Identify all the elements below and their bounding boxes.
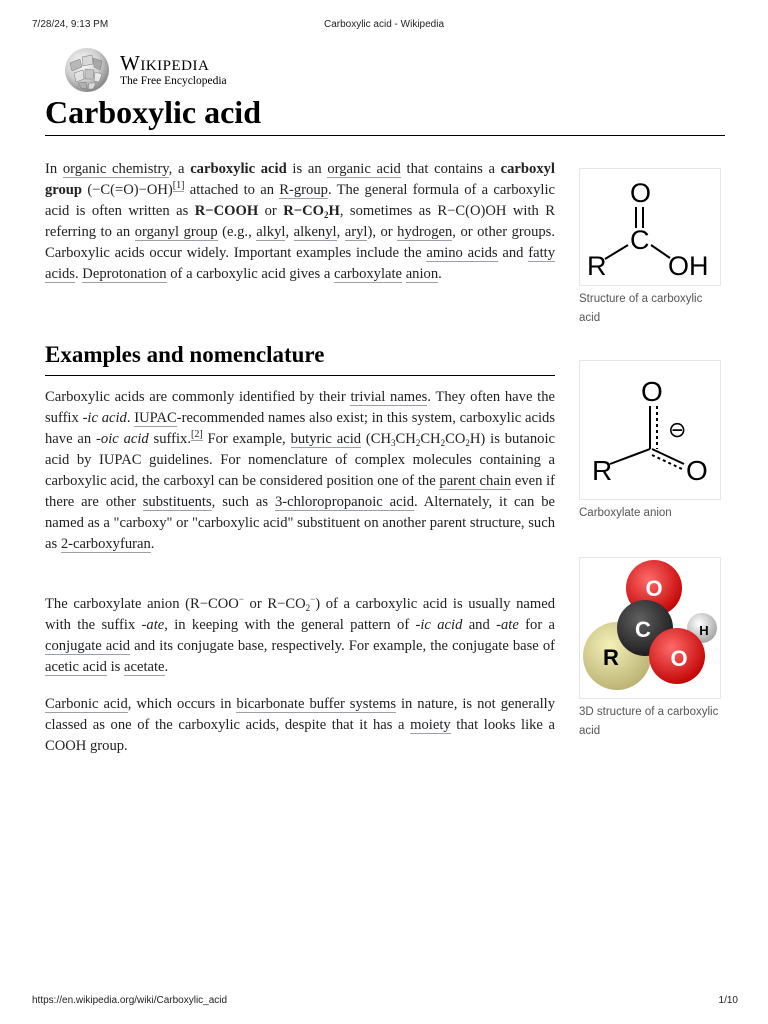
atom-label: O (670, 646, 688, 671)
text: , which occurs in (127, 696, 237, 712)
link-hydrogen[interactable]: hydrogen (397, 224, 453, 240)
text: (−C(=O)−OH) (82, 182, 173, 198)
atom-label: OH (668, 251, 709, 281)
link-moiety[interactable]: moiety (410, 717, 451, 733)
figure-3d-structure (579, 557, 721, 741)
atom-label: H (699, 623, 709, 638)
bold-formula: R−COOH (194, 203, 259, 219)
carboxylic-acid-structure-diagram (580, 169, 722, 285)
carboxylate-paragraph (45, 594, 555, 678)
text: . (75, 266, 83, 282)
superscript: − (238, 594, 244, 604)
text: , in keeping with the general pattern of (164, 617, 416, 633)
reference-link[interactable]: [2] (190, 429, 203, 440)
atom-label: C (635, 617, 651, 642)
text: . (164, 659, 169, 675)
link-iupac[interactable]: IUPAC (134, 410, 177, 426)
logo-tagline: The Free Encyclopedia (120, 75, 227, 87)
text: , such as (211, 494, 275, 510)
atom-label: R (592, 455, 613, 486)
subscript: 3 (391, 438, 396, 448)
figure-image[interactable] (579, 557, 721, 699)
bold-term: carboxyl group (45, 161, 555, 198)
text: -recommended names also exist; in this system, carboxylic acids have an (45, 410, 556, 447)
print-datetime: 7/28/24, 9:13 PM (32, 19, 109, 30)
text: , or other groups. Carboxylic acids occur widely. Important examples include the (45, 224, 555, 261)
figure-carboxylate-anion (579, 360, 721, 523)
text: . (150, 536, 155, 552)
carbonic-acid-paragraph (45, 694, 555, 757)
link-organic-acid[interactable]: organic acid (327, 161, 401, 177)
italic-suffix: -oic acid (96, 431, 149, 447)
text: (e.g., (217, 224, 257, 240)
link-organic-chemistry[interactable]: organic chemistry (62, 161, 169, 177)
text: Carboxylic acids are commonly identified by their (45, 389, 351, 405)
print-page-count: 1/10 (718, 995, 738, 1006)
atom-label: O (686, 455, 708, 486)
text: R−CO (283, 203, 324, 219)
page-title: Carboxylic acid (45, 92, 725, 136)
section-heading-examples: Examples and nomenclature (45, 340, 555, 376)
bold-term: carboxylic acid (190, 161, 287, 177)
figure-caption: 3D structure of a carboxylic acid (579, 706, 719, 737)
print-page-title: Carboxylic acid - Wikipedia (323, 19, 445, 30)
link-alkyl[interactable]: alkyl (256, 224, 286, 240)
reference-link[interactable]: [1] (172, 180, 185, 191)
text: (CH (361, 431, 392, 447)
text: and (462, 617, 497, 633)
text: for a (518, 617, 555, 633)
text: , (285, 224, 294, 240)
wikipedia-logo[interactable] (62, 45, 242, 95)
figure-caption: Structure of a carboxylic acid (579, 293, 703, 324)
atom-label: R (603, 645, 619, 670)
subscript: 2 (305, 603, 311, 613)
text: . Alternately, it can be named as a "carboxy" or "carboxylic acid" substituent on another parent structure, such as (45, 494, 555, 552)
superscript: − (310, 594, 316, 604)
print-footer (0, 995, 768, 1009)
logo-wordmark: Wikipedia (120, 51, 210, 75)
text: that contains a (400, 161, 501, 177)
text: H) is butanoic acid by IUPAC guidelines. For nomenclature of complex molecules containing a carboxylic acid, the carboxyl can be considered position one of the (45, 431, 555, 489)
text: ) of a carboxylic acid is usually named with the suffix (45, 596, 555, 633)
text: in nature, is not generally classed as one of the carboxylic acids, despite that it has a (45, 696, 555, 733)
link-carboxylate[interactable]: carboxylate (333, 266, 403, 282)
text: , sometimes as R−C(O)OH with R referring to an (45, 203, 555, 240)
text: is (106, 659, 125, 675)
text: ), or (367, 224, 398, 240)
text: The carboxylate anion (R−COO (45, 596, 239, 612)
text: , (336, 224, 345, 240)
text: suffix. (148, 431, 191, 447)
link-amino-acids[interactable]: amino acids (426, 245, 498, 261)
text: H (328, 203, 340, 219)
examples-paragraph (45, 387, 555, 555)
intro-paragraph (45, 159, 555, 285)
link-deprotonation[interactable]: Deprotonation (82, 266, 167, 282)
italic-suffix: -ic acid (82, 410, 127, 426)
text: CH (420, 431, 441, 447)
italic-suffix: -ic acid (415, 617, 463, 633)
link-trivial-names[interactable]: trivial names (350, 389, 428, 405)
text: . (438, 266, 442, 282)
link-2-carboxyfuran[interactable]: 2-carboxyfuran (60, 536, 151, 552)
link-bicarbonate-buffer-systems[interactable]: bicarbonate buffer systems (236, 696, 397, 712)
figure-image[interactable] (579, 360, 721, 500)
subscript: 2 (440, 438, 446, 448)
text: and its conjugate base, respectively. For example, the conjugate base of (130, 638, 555, 654)
link-conjugate-acid[interactable]: conjugate acid (45, 638, 131, 654)
text: and (497, 245, 529, 261)
atom-label: C (630, 225, 650, 255)
text: CH (395, 431, 416, 447)
italic-suffix: -ate (141, 617, 165, 633)
text: or (258, 203, 284, 219)
text: . They often have the suffix (45, 389, 555, 426)
figure-caption: Carboxylate anion (579, 507, 672, 519)
atom-label: O (645, 576, 663, 601)
text: In (45, 161, 63, 177)
link-anion[interactable]: anion (405, 266, 439, 282)
link-r-group[interactable]: R-group (279, 182, 328, 198)
link-carbonic-acid[interactable]: Carbonic acid (45, 696, 128, 712)
print-header (0, 19, 768, 33)
link-aryl[interactable]: aryl (344, 224, 368, 240)
figure-structure (579, 168, 721, 328)
subscript: 2 (415, 438, 421, 448)
subscript: 2 (465, 438, 470, 448)
text: For example, (202, 431, 291, 447)
text: is an (286, 161, 328, 177)
text: or R−CO (243, 596, 306, 612)
text: attached to an (184, 182, 280, 198)
link-organyl-group[interactable]: organyl group (134, 224, 218, 240)
link-3-chloropropanoic-acid[interactable]: 3-chloropropanoic acid (274, 494, 414, 510)
carboxylate-anion-diagram (580, 361, 722, 499)
link-substituents[interactable]: substituents (142, 494, 212, 510)
negative-charge-icon: ⊖ (668, 417, 687, 442)
link-fatty-acids[interactable]: fatty acids (45, 245, 555, 282)
link-butyric-acid[interactable]: butyric acid (290, 431, 362, 447)
atom-label: R (587, 251, 607, 281)
text: CO (445, 431, 466, 447)
text: even if there are other (45, 473, 556, 510)
subscript: 2 (323, 210, 329, 220)
wikipedia-globe-icon (62, 45, 112, 95)
atom-label: O (630, 178, 652, 208)
text: . The general formula of a carboxylic acid is often written as (45, 182, 555, 219)
print-url: https://en.wikipedia.org/wiki/Carboxylic_acid (32, 995, 228, 1006)
text: that looks like a COOH group. (45, 717, 555, 754)
text: . (126, 410, 135, 426)
text: , a (168, 161, 191, 177)
text: of a carboxylic acid gives a (166, 266, 334, 282)
link-alkenyl[interactable]: alkenyl (293, 224, 337, 240)
italic-suffix: -ate (496, 617, 519, 633)
space-filling-model-diagram (580, 558, 722, 698)
link-parent-chain[interactable]: parent chain (439, 473, 512, 489)
link-acetate[interactable]: acetate (124, 659, 165, 675)
bold-formula (283, 203, 340, 219)
link-acetic-acid[interactable]: acetic acid (45, 659, 107, 675)
atom-label: O (641, 376, 663, 407)
figure-image[interactable] (579, 168, 721, 286)
